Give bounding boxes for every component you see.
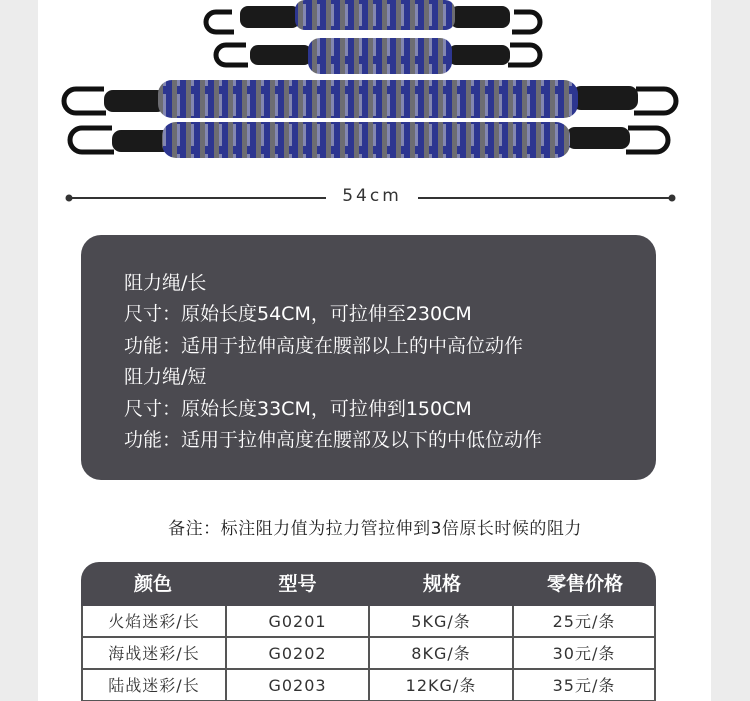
long-band-2 (70, 122, 668, 158)
cell-spec: 5KG/条 (370, 606, 514, 638)
spec-long-function: 功能：适用于拉伸高度在腰部以上的中高位动作 (124, 334, 524, 357)
resistance-note: 备注：标注阻力值为拉力管拉伸到3倍原长时候的阻力 (168, 519, 582, 539)
short-band-1 (206, 0, 540, 32)
header-model: 型号 (278, 573, 317, 595)
spec-short-size: 尺寸：原始长度33CM，可拉伸到150CM (124, 397, 472, 420)
cell-model: G0203 (227, 670, 370, 701)
price-table (81, 562, 656, 701)
cell-model: G0201 (227, 606, 370, 638)
spec-short-function: 功能：适用于拉伸高度在腰部及以下的中低位动作 (124, 428, 543, 451)
cell-color: 陆战迷彩/长 (81, 670, 227, 701)
header-spec: 规格 (422, 573, 461, 595)
cell-color: 火焰迷彩/长 (81, 606, 227, 638)
cell-price: 30元/条 (514, 638, 656, 670)
table-row (81, 670, 656, 701)
cell-price: 35元/条 (514, 670, 656, 701)
measurement-label: 54cm (342, 186, 402, 206)
spec-long-title: 阻力绳/长 (124, 272, 207, 294)
spec-card (81, 235, 656, 480)
table-row (81, 638, 656, 670)
cell-spec: 8KG/条 (370, 638, 514, 670)
spec-short-title: 阻力绳/短 (124, 366, 207, 389)
cell-color: 海战迷彩/长 (81, 638, 227, 670)
cell-model: G0202 (227, 638, 370, 670)
long-band-1 (64, 80, 676, 118)
spec-long-size: 尺寸：原始长度54CM，可拉伸至230CM (124, 303, 472, 326)
table-header (81, 562, 656, 606)
table-row (81, 606, 656, 638)
short-band-2 (216, 38, 540, 74)
cell-spec: 12KG/条 (370, 670, 514, 701)
resistance-band-photo (0, 0, 750, 180)
header-price: 零售价格 (546, 573, 623, 595)
header-color: 颜色 (133, 573, 172, 595)
cell-price: 25元/条 (514, 606, 656, 638)
